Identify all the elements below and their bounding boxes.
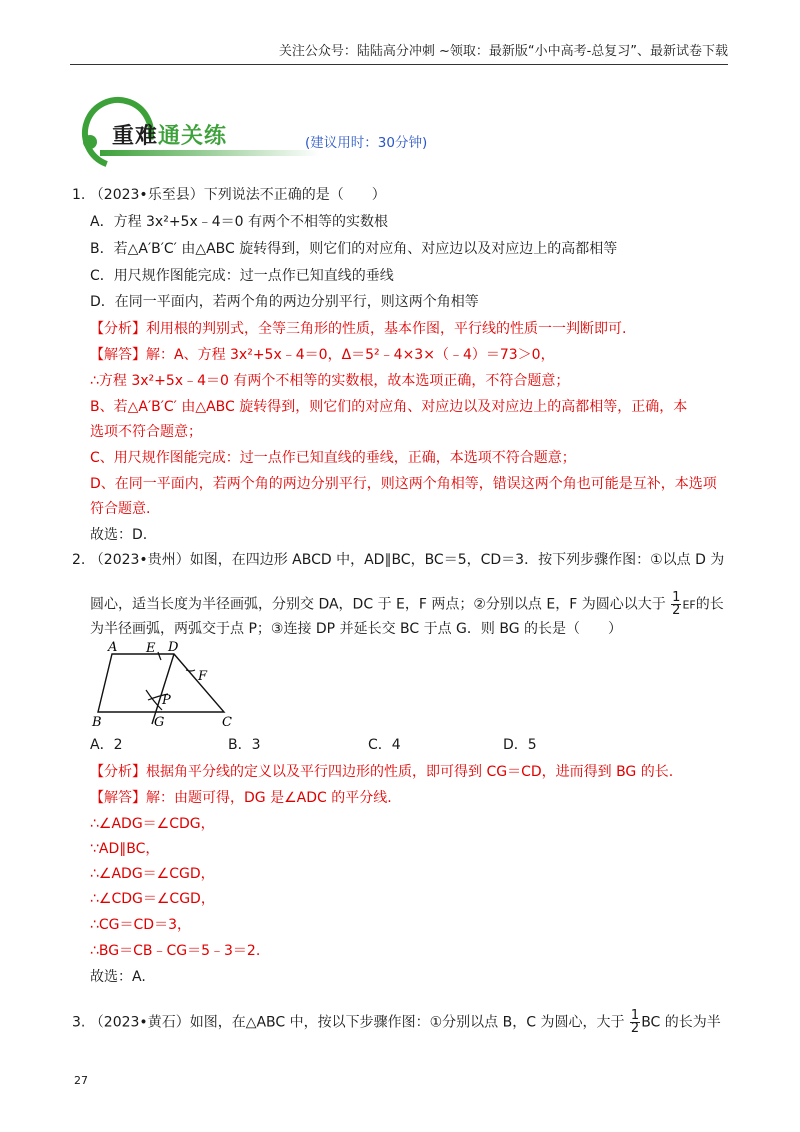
q2-fraction-numerator: 1 xyxy=(672,590,681,605)
q3-stem-text: 3. （2023•黄石）如图，在△ABC 中，按以下步骤作图：①分别以点 B，C 为圆心，大于 xyxy=(72,1014,625,1031)
q2-fraction-denominator: 2 xyxy=(672,603,681,618)
q2-step1: ∴∠ADG＝∠CDG， xyxy=(90,816,215,832)
q3-stem-end: BC 的长为半 xyxy=(641,1014,721,1031)
q3-fraction xyxy=(630,1010,640,1035)
q1-solution-step4: C、用尺规作图能完成：过一点作已知直线的垂线，正确，本选项不符合题意； xyxy=(90,450,576,466)
section-title-part2: 通关练 xyxy=(158,124,228,149)
q2-option-a: A．2 xyxy=(90,737,123,753)
label-d: D xyxy=(168,640,179,655)
label-e: E xyxy=(146,641,156,656)
q1-solution-step5: D、在同一平面内，若两个角的两边分别平行，则这两个角相等，错误这两个角也可能是互补，本选项 xyxy=(90,476,717,492)
quadrilateral-figure xyxy=(88,640,248,730)
suggested-time: (建议用时：30分钟) xyxy=(305,135,428,151)
label-a: A xyxy=(108,640,118,655)
q1-stem: 1. （2023•乐至县）下列说法不正确的是（ ） xyxy=(72,187,386,203)
q2-fraction-tail: EF xyxy=(682,598,696,612)
q2-solution: 【解答】解：由题可得，DG 是∠ADC 的平分线. xyxy=(90,790,392,806)
q1-analysis: 【分析】利用根的判别式，全等三角形的性质，基本作图，平行线的性质一一判断即可. xyxy=(90,321,627,337)
q2-stem-line3: 为半径画弧，两弧交于点 P；③连接 DP 并延长交 BC 于点 G．则 BG 的长是（ ） xyxy=(90,621,623,637)
q2-analysis: 【分析】根据角平分线的定义以及平行四边形的性质，即可得到 CG＝CD，进而得到 BG 的长. xyxy=(90,764,674,780)
q1-option-d: D．在同一平面内，若两个角的两边分别平行，则这两个角相等 xyxy=(90,294,479,310)
page-header xyxy=(70,40,728,65)
q2-fraction xyxy=(671,592,681,617)
label-b: B xyxy=(92,715,102,730)
q1-option-b: B．若△A′B′C′ 由△ABC 旋转得到，则它们的对应角、对应边以及对应边上的高都相等 xyxy=(90,241,618,257)
q1-solution-step3: B、若△A′B′C′ 由△ABC 旋转得到，则它们的对应角、对应边以及对应边上的高都相等，正确，本 xyxy=(90,399,688,415)
q2-stem-line2-text: 圆心，适当长度为半径画弧，分别交 DA，DC 于 E，F 两点；②分别以点 E，F 为圆心以大于 xyxy=(90,596,666,613)
q2-option-c: C．4 xyxy=(368,737,401,753)
q2-stem-line1: 2. （2023•贵州）如图，在四边形 ABCD 中，AD∥BC，BC＝5，CD＝3．按下列步骤作图：①以点 D 为 xyxy=(72,552,725,568)
label-c: C xyxy=(222,715,232,730)
q2-stem-line2 xyxy=(90,592,724,617)
q2-step2: ∵AD∥BC， xyxy=(90,841,160,857)
section-title-part1: 重难 xyxy=(112,124,159,149)
q2-option-b: B．3 xyxy=(228,737,261,753)
q2-step4: ∴∠CDG＝∠CGD， xyxy=(90,891,215,907)
page-number: 27 xyxy=(74,1074,88,1087)
q2-step5: ∴CG＝CD＝3， xyxy=(90,917,191,933)
label-g: G xyxy=(154,715,165,730)
arc-e xyxy=(158,652,161,660)
section-title xyxy=(112,119,227,150)
q3-stem-line1 xyxy=(72,1010,721,1035)
q2-answer: 故选：A. xyxy=(90,969,146,985)
q1-option-c: C．用尺规作图能完成：过一点作已知直线的垂线 xyxy=(90,268,394,284)
header-text: 关注公众号：陆陆高分冲刺 ~领取：最新版“小中高考-总复习”、最新试卷下载 xyxy=(278,44,728,59)
label-f: F xyxy=(198,669,208,684)
arc-f xyxy=(186,670,195,671)
q1-solution-step5-cont: 符合题意. xyxy=(90,501,151,517)
q2-step3: ∴∠ADG＝∠CGD， xyxy=(90,866,215,882)
q1-solution-step3-cont: 选项不符合题意； xyxy=(90,424,202,440)
label-p: P xyxy=(162,693,171,708)
q1-solution-step2: ∴方程 3x²+5x﹣4＝0 有两个不相等的实数根，故本选项正确，不符合题意； xyxy=(90,373,570,389)
q2-stem-line2-end: 的长 xyxy=(695,596,724,613)
q2-step6: ∴BG＝CB﹣CG＝5﹣3＝2. xyxy=(90,943,261,959)
line-dg xyxy=(152,654,174,724)
q1-option-a: A．方程 3x²+5x﹣4＝0 有两个不相等的实数根 xyxy=(90,214,389,230)
q2-option-d: D．5 xyxy=(503,737,537,753)
q3-fraction-numerator: 1 xyxy=(630,1008,640,1023)
q3-fraction-denominator: 2 xyxy=(630,1021,640,1036)
q1-solution: 【解答】解：A、方程 3x²+5x﹣4＝0，Δ＝5²﹣4×3×（﹣4）＝73＞0， xyxy=(90,347,555,363)
q1-answer: 故选：D. xyxy=(90,527,148,543)
